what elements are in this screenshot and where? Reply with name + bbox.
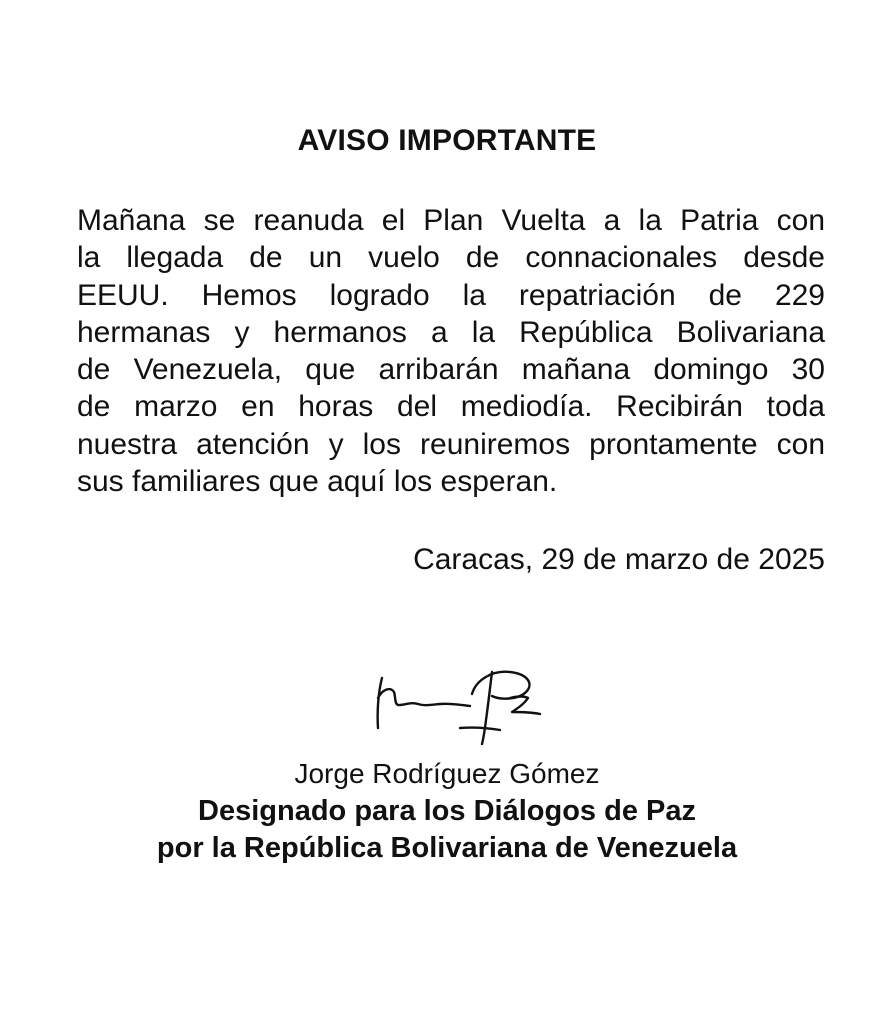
signer-role	[0, 793, 894, 867]
notice-body	[77, 202, 825, 500]
body-line: nuestra atención y los reuniremos prontamente con	[77, 427, 825, 461]
signature-image	[360, 658, 560, 758]
signer-role-line: por la República Bolivariana de Venezuela	[156, 832, 738, 864]
body-line: de marzo en horas del mediodía. Recibirán toda	[77, 390, 825, 424]
body-line: de Venezuela, que arribarán mañana domingo 30	[77, 353, 825, 387]
body-line: EEUU. Hemos logrado la repatriación de 229	[77, 278, 825, 312]
notice-title: AVISO IMPORTANTE	[297, 124, 597, 157]
body-line: la llegada de un vuelo de connacionales desde	[77, 241, 825, 275]
signer-name: Jorge Rodríguez Gómez	[294, 758, 600, 789]
place-date: Caracas, 29 de marzo de 2025	[413, 543, 825, 576]
body-line: Mañana se reanuda el Plan Vuelta a la Patria con	[77, 204, 825, 237]
body-line: sus familiares que aquí los esperan.	[77, 465, 558, 499]
body-line: hermanas y hermanos a la República Bolivariana	[77, 315, 825, 349]
signer-role-line: Designado para los Diálogos de Paz	[198, 795, 696, 827]
